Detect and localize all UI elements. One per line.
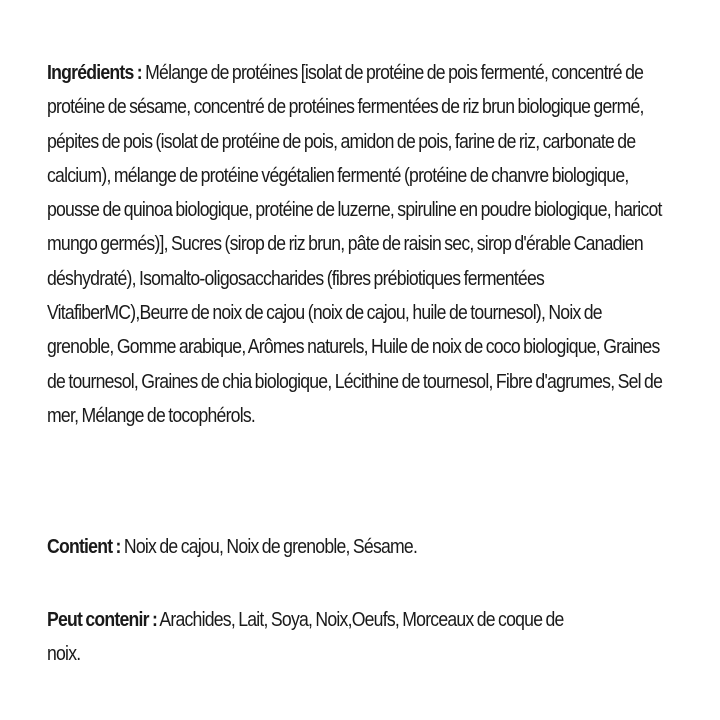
ingredients-list: Mélange de protéines [isolat de protéine de pois fermenté, concentré de protéine de sésame, concentré de protéines fermentées de riz brun biologique germé, pépites de pois (isolat de protéine de pois, amidon de pois, farine de riz, carbonate de calcium), mélange de protéine végétalien fermenté (protéine de chanvre biologique, pousse de quinoa biologique, protéine de luzerne, spiruline en poudre biologique, haricot mungo germés)], Sucres (sirop de riz brun, pâte de raisin sec, sirop d'érable Canadien déshydraté), Isomalto-oligosaccharides (fibres prébiotiques fermentées VitafiberMC),Beurre de noix de cajou (noix de cajou, huile de tournesol), Noix de grenoble, Gomme arabique, Arômes naturels, Huile de noix de coco biologique, Graines de tournesol, Graines de chia biologique, Lécithine de tournesol, Fibre d'agrumes, Sel de mer, Mélange de tocophérols. <box>47 61 663 427</box>
may-contain-paragraph <box>47 603 576 672</box>
contains-paragraph <box>47 530 666 564</box>
contains-heading: Contient : <box>47 535 121 558</box>
ingredients-paragraph <box>47 56 666 433</box>
may-contain-heading: Peut contenir : <box>47 608 158 631</box>
ingredients-heading: Ingrédients : <box>47 61 142 84</box>
may-contain-list: Arachides, Lait, Soya, Noix,Oeufs, Morceaux de coque de noix. <box>47 608 564 666</box>
contains-list: Noix de cajou, Noix de grenoble, Sésame. <box>123 535 418 558</box>
